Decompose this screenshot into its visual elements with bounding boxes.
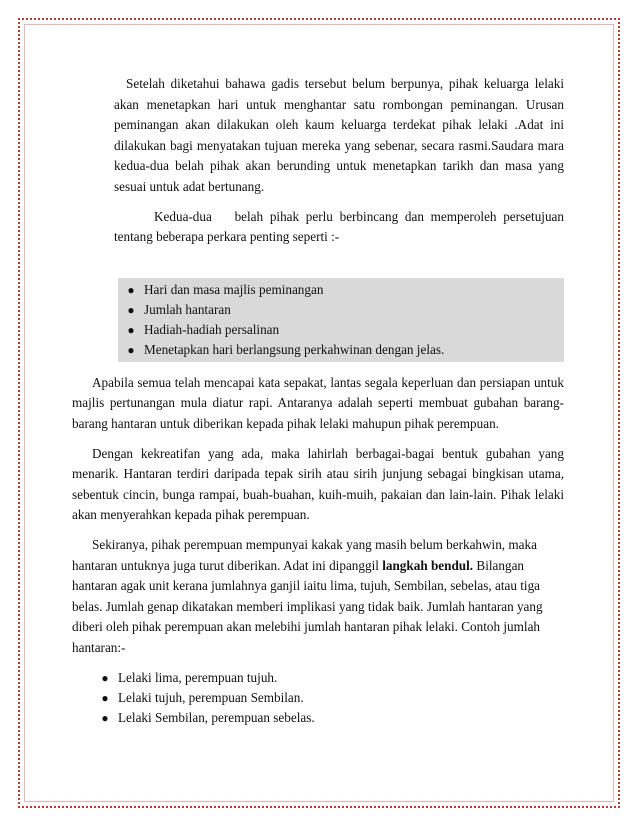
paragraph-2 [114,207,564,248]
bullet-icon: ● [101,671,109,686]
document-body [72,74,564,728]
bullet-icon: ● [127,282,135,297]
list-item: ● Jumlah hantaran [118,300,564,320]
paragraph-2-start: Kedua-dua [154,208,212,224]
list-item: ● Lelaki Sembilan, perempuan sebelas. [92,708,564,728]
bullet-icon: ● [127,302,135,317]
list-item: ● Lelaki tujuh, perempuan Sembilan. [92,688,564,708]
bullet-icon: ● [101,711,109,726]
list-item: ● Hadiah-hadiah persalinan [118,320,564,340]
bullet-list-shaded [118,278,564,362]
paragraph-3: Apabila semua telah mencapai kata sepakat, lantas segala keperluan dan persiapan untuk majlis pertunangan mula diatur rapi. Antaranya adalah seperti membuat gubahan barang-barang hantaran untuk diberikan kepada pihak lelaki mahupun pihak perempuan. [72,374,564,431]
bullet-icon: ● [127,322,135,337]
paragraph-1: Setelah diketahui bahawa gadis tersebut belum berpunya, pihak keluarga lelaki akan menetapkan hari untuk menghantar satu rombongan peminangan. Urusan peminangan akan dilakukan oleh kaum keluarga terdekat pihak lelaki .Adat ini dilakukan bagi menyatakan tujuan mereka yang sebenar, secara rasmi.Saudara mara kedua-dua belah pihak akan berunding untuk menetapkan tarikh dan masa yang sesuai untuk adat bertunang. [114,76,564,194]
bold-term: langkah bendul. [382,557,474,573]
list-item: ● Lelaki lima, perempuan tujuh. [92,668,564,688]
paragraph-4: Dengan kekreatifan yang ada, maka lahirlah berbagai-bagai bentuk gubahan yang menarik. Hantaran terdiri daripada tepak sirih atau sirih junjung sebagai bingkisan utama, sebentuk cincin, bunga rampai, buah-buahan, kuih-muih, pakaian dan lain-lain. Pihak lelaki akan menyerahkan kepada pihak perempuan. [72,445,564,523]
bullet-list-examples [72,668,564,728]
bullet-icon: ● [127,342,135,357]
intro-block [72,74,564,248]
paragraph-5: Sekiranya, pihak perempuan mempunyai kakak yang masih belum berkahwin, maka hantaran untuknya juga turut diberikan. Adat ini dipanggil langkah bendul. Bilangan hantaran agak unit kerana jumlahnya ganjil iaitu lima, tujuh, Sembilan, sebelas, atau tiga belas. Jumlah genap dikatakan memberi implikasi yang tidak baik. Jumlah hantaran yang diberi oleh pihak perempuan akan melebihi jumlah hantaran pihak lelaki. Contoh jumlah hantaran:- [72,536,543,655]
list-item: ● Menetapkan hari berlangsung perkahwinan dengan jelas. [118,340,564,360]
bullet-icon: ● [101,691,109,706]
paragraph-2-rest: belah pihak perlu berbincang dan memperoleh persetujuan tentang beberapa perkara penting seperti :- [114,208,565,245]
list-item: ● Hari dan masa majlis peminangan [118,280,564,300]
